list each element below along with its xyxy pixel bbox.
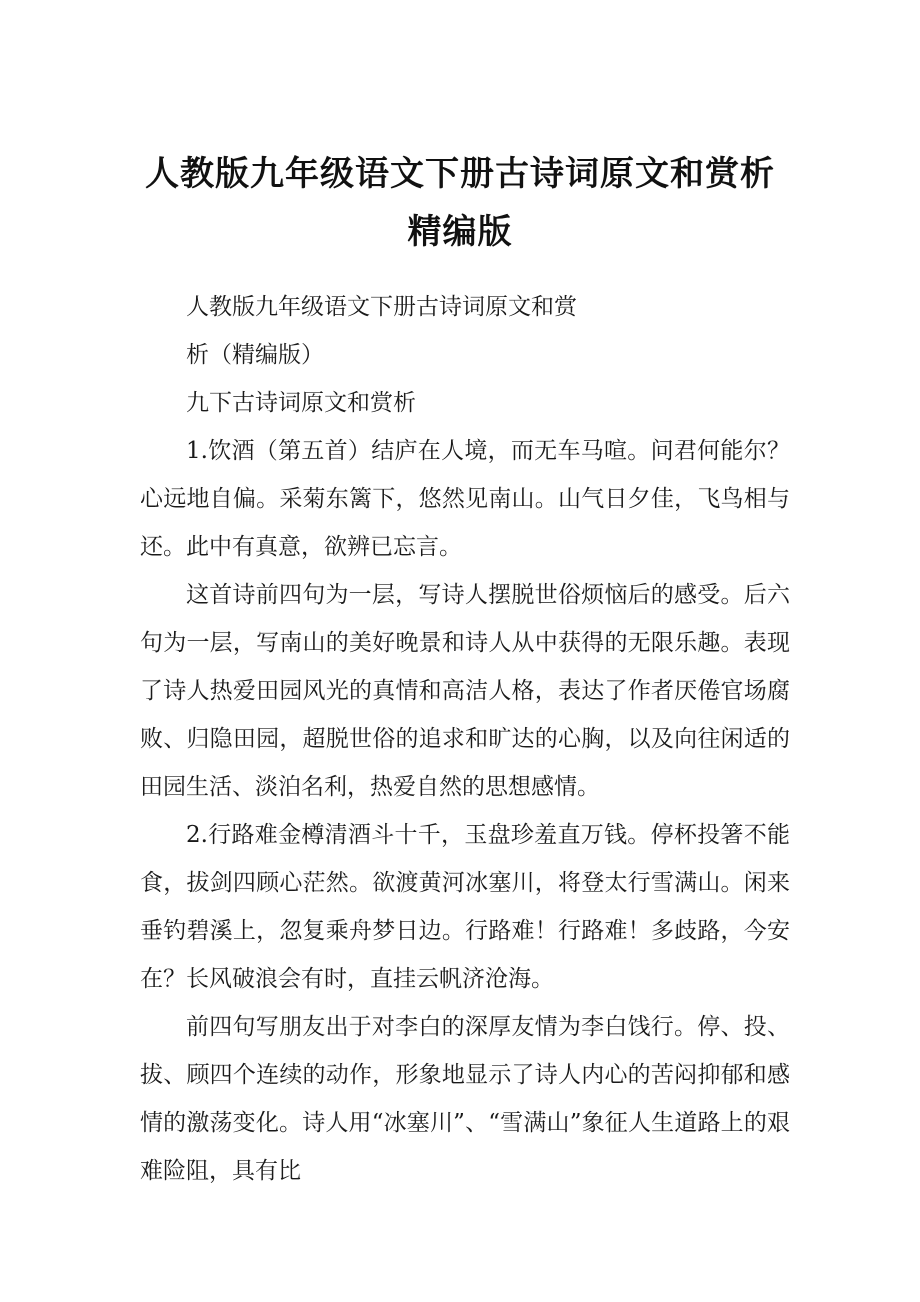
subtitle-line-2: 析（精编版）: [186, 342, 324, 368]
document-title-line-2: 精编版: [407, 212, 513, 252]
document-title-line-1: 人教版九年级语文下册古诗词原文和赏析: [145, 154, 775, 194]
document-body: [140, 283, 790, 1195]
section-heading: 九下古诗词原文和赏析: [186, 390, 416, 416]
paragraph-analysis-2: 前四句写朋友出于对李白的深厚友情为李白饯行。停、投、拔、顾四个连续的动作，形象地显示了诗人内心的苦闷抑郁和感情的激荡变化。诗人用“冰塞川”、“雪满山”象征人生道路上的艰难险阻，具有比: [140, 1014, 790, 1184]
paragraph-analysis-1: 这首诗前四句为一层，写诗人摆脱世俗烦恼后的感受。后六句为一层，写南山的美好晚景和诗人从中获得的无限乐趣。表现了诗人热爱田园风光的真情和高洁人格，表达了作者厌倦官场腐败、归隐田园，超脱世俗的追求和旷达的心胸，以及向往闲适的田园生活、淡泊名利，热爱自然的思想感情。: [140, 582, 790, 800]
paragraph-poem-1: 1.饮酒（第五首）结庐在人境，而无车马喧。问君何能尔？心远地自偏。采菊东篱下，悠然见南山。山气日夕佳，飞鸟相与还。此中有真意，欲辨已忘言。: [140, 438, 790, 560]
subtitle-line-1: 人教版九年级语文下册古诗词原文和赏: [186, 294, 577, 320]
paragraph-poem-2: 2.行路难金樽清酒斗十千，玉盘珍羞直万钱。停杯投箸不能食，拔剑四顾心茫然。欲渡黄河冰塞川，将登太行雪满山。闲来垂钓碧溪上，忽复乘舟梦日边。行路难！行路难！多歧路，今安在？长风破浪会有时，直挂云帆济沧海。: [140, 822, 790, 992]
